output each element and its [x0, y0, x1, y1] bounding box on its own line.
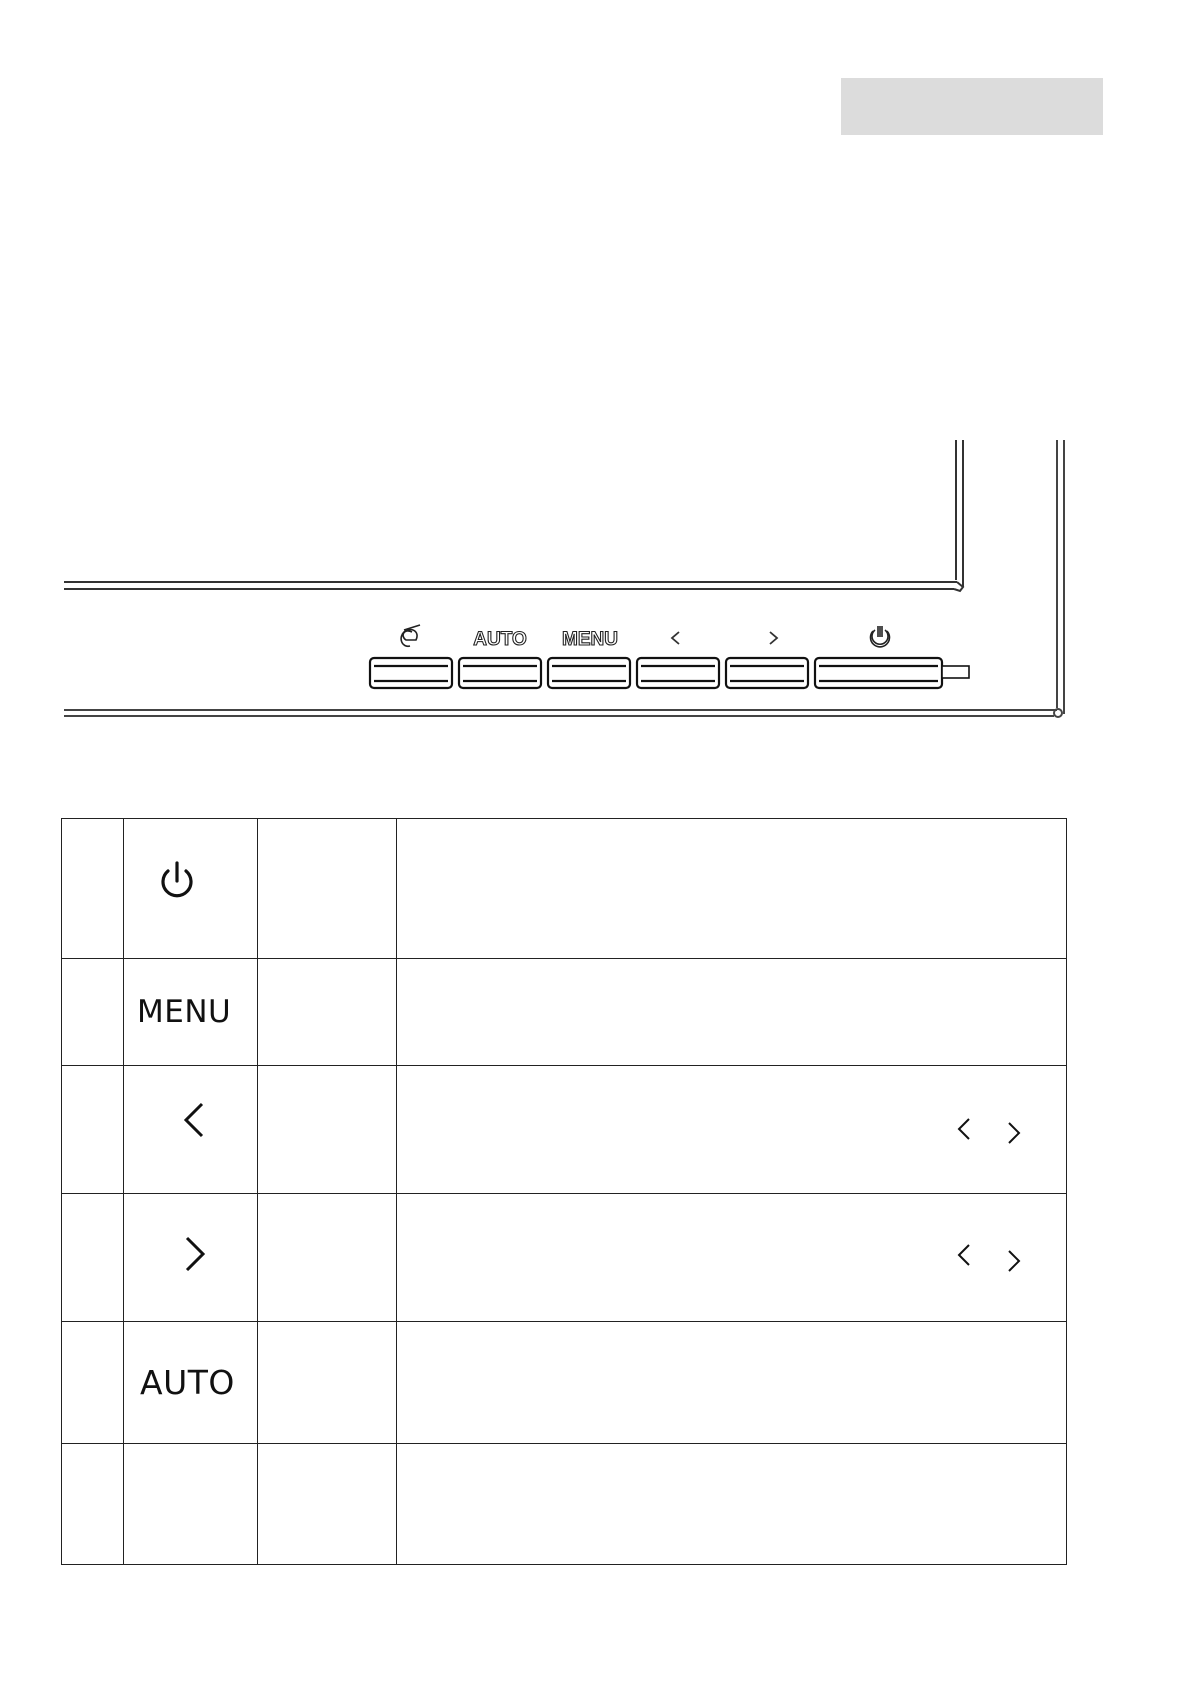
- key-name: [258, 819, 397, 959]
- power-icon: [124, 819, 257, 953]
- row-number: [62, 819, 124, 959]
- key-description: [397, 1194, 1067, 1322]
- key-cell: [124, 819, 258, 959]
- row-number: [62, 1322, 124, 1444]
- key-name: [258, 1066, 397, 1194]
- auto-label: AUTO: [473, 629, 527, 650]
- key-description: [397, 959, 1067, 1066]
- table-row: [62, 1322, 1067, 1444]
- key-cell: [124, 1194, 258, 1322]
- chevron-right-icon: [770, 632, 777, 644]
- key-name: [258, 1322, 397, 1444]
- chevron-right-icon: [1004, 1243, 1024, 1273]
- table-row: [62, 1066, 1067, 1194]
- table-row: [62, 819, 1067, 959]
- row-number: [62, 1194, 124, 1322]
- key-cell: [124, 1322, 258, 1444]
- auto-key-label: AUTO: [140, 1363, 235, 1402]
- auto-button[interactable]: [459, 658, 541, 688]
- key-name: [258, 1194, 397, 1322]
- row-number: [62, 959, 124, 1066]
- key-description: [397, 1444, 1067, 1565]
- header-tab: [841, 78, 1103, 135]
- row-number: [62, 1444, 124, 1565]
- key-cell: [124, 959, 258, 1066]
- chevron-left-icon: [954, 1243, 974, 1273]
- menu-button[interactable]: [548, 658, 630, 688]
- left-button[interactable]: [637, 658, 719, 688]
- right-button[interactable]: [726, 658, 808, 688]
- menu-label: MENU: [562, 629, 618, 650]
- ecomode-button[interactable]: [370, 658, 452, 688]
- power-icon: [870, 626, 889, 647]
- key-function-table: [61, 818, 1067, 1565]
- chevron-right-icon: [124, 1194, 257, 1316]
- chevron-left-icon: [124, 1066, 257, 1188]
- key-description: [397, 819, 1067, 959]
- chevron-left-icon: [672, 632, 679, 644]
- monitor-bezel-diagram: [0, 440, 1190, 730]
- key-cell: [124, 1066, 258, 1194]
- key-description: [397, 1322, 1067, 1444]
- screen-edge: [64, 440, 963, 591]
- chevron-left-icon: [954, 1115, 974, 1145]
- menu-key-label: MENU: [137, 994, 232, 1030]
- table-row: [62, 1194, 1067, 1322]
- bezel-buttons: [370, 658, 969, 688]
- key-name: [258, 1444, 397, 1565]
- key-name: [258, 959, 397, 1066]
- power-button[interactable]: [815, 658, 969, 688]
- row-number: [62, 1066, 124, 1194]
- table-row: [62, 1444, 1067, 1565]
- table-row: [62, 959, 1067, 1066]
- key-cell: [124, 1444, 258, 1565]
- ecomode-icon: [401, 625, 420, 646]
- key-description: [397, 1066, 1067, 1194]
- chevron-right-icon: [1004, 1115, 1024, 1145]
